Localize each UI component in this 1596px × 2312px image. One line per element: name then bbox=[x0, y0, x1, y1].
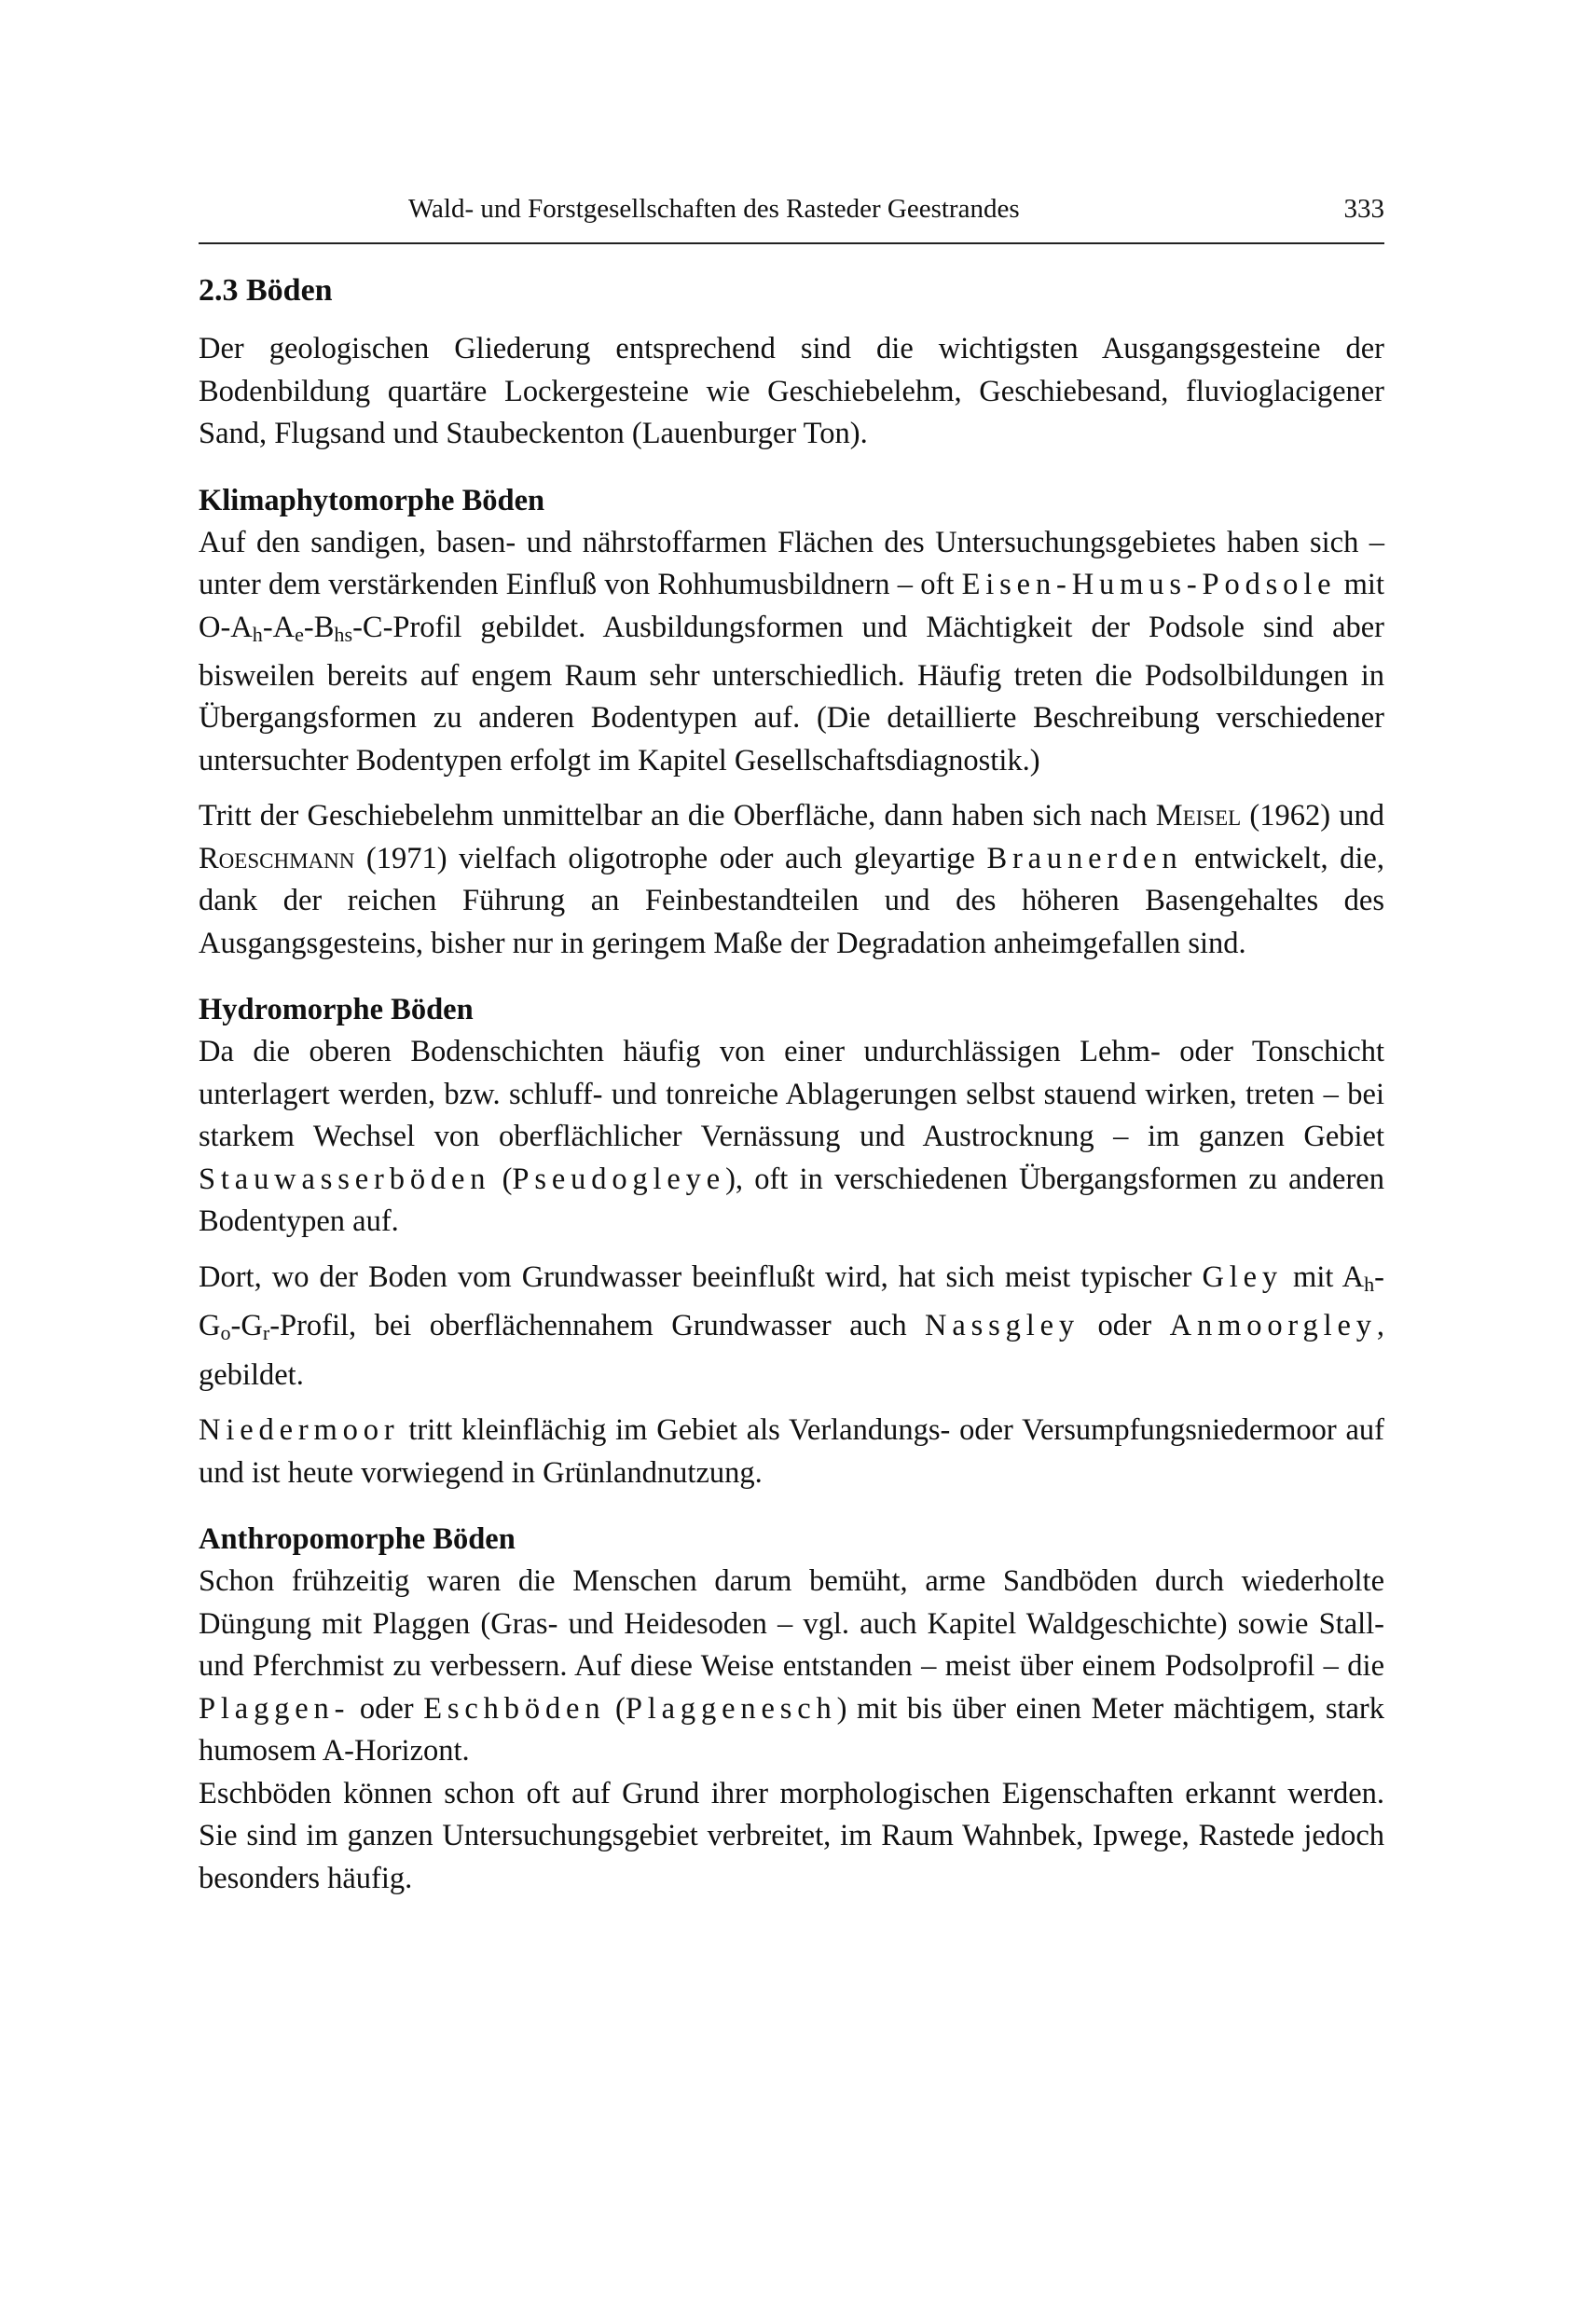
paragraph-plaggenesch: Schon frühzeitig waren die Menschen darum bemüht, arme Sandböden durch wiederholte Düngung mit Plaggen (Gras- und Heidesoden – vgl. auch Kapitel Waldgeschichte) sowie Stall- und Pferchmist zu verbessern. Auf diese Weise entstanden – meist über einem Podsolprofil – die Plaggen- oder Eschböden (Plaggenesch) mit bis über einen Meter mächtigem, stark humosem A-Horizont. bbox=[199, 1564, 1385, 1768]
term-niedermoor: Niedermoor bbox=[199, 1413, 400, 1448]
paragraph-gley: Dort, wo der Boden vom Grundwasser beeinflußt wird, hat sich meist typischer Gley mit Ah-Go-Gr-Profil, bei oberflächennahem Grundwasser auch Nassgley oder Anmoorgley, gebildet. bbox=[199, 1259, 1384, 1392]
page-number: 333 bbox=[1343, 194, 1384, 224]
paragraph-stauwasserboeden: Da die oberen Bodenschichten häufig von einer undurchlässigen Lehm- oder Tonschicht unterlagert werden, bzw. schluff- und tonreiche Ablagerungen selbst stauend wirken, treten – bei starkem Wechsel von oberflächlicher Vernässung und Austrocknung – im ganzen Gebiet Stauwasserböden (Pseudogleye), oft in verschiedenen Übergangsformen zu anderen Bodentypen auf. bbox=[199, 1035, 1384, 1239]
running-header bbox=[199, 185, 1384, 244]
paragraph-podsole: Auf den sandigen, basen- und nährstoffarmen Flächen des Untersuchungsgebietes haben sich – unter dem verstärkenden Einfluß von Rohhumusbildnern – oft Eisen-Humus-Podsole mit O-Ah-Ae-Bhs-C-Profil gebildet. Ausbildungsformen und Mächtigkeit der Podsole sind aber bisweilen bereits auf engem Raum sehr unterschiedlich. Häufig treten die Podsolbildungen in Übergangsformen zu anderen Bodentypen auf. (Die detaillierte Beschreibung verschiedener untersuchter Bodentypen erfolgt im Kapitel Gesellschaftsdiagnostik.) bbox=[199, 525, 1384, 778]
heading-klimaphytomorphe: Klimaphytomorphe Böden bbox=[199, 483, 545, 517]
author-meisel: Meisel bbox=[1155, 799, 1242, 833]
heading-hydromorphe: Hydromorphe Böden bbox=[199, 993, 474, 1027]
term-plaggenesch: Plaggenesch bbox=[625, 1691, 837, 1726]
term-eisen-humus-podsole: Eisen-Humus-Podsole bbox=[961, 568, 1337, 601]
author-roeschmann: Roeschmann bbox=[199, 841, 355, 875]
heading-anthropomorphe: Anthropomorphe Böden bbox=[199, 1522, 516, 1557]
term-nassgley: Nassgley bbox=[925, 1309, 1080, 1343]
paragraph-braunerden: Tritt der Geschiebelehm unmittelbar an die Oberfläche, dann haben sich nach Meisel (1962) und Roeschmann (1971) vielfach oligotrophe oder auch gleyartige Braunerden entwickelt, die, dank der reichen Führung an Feinbestandteilen und des höheren Basengehaltes des Ausgangsgesteins, bisher nur in geringem Maße der Degradation anheimgefallen sind. bbox=[199, 799, 1384, 960]
paragraph-eschboeden: Eschböden können schon oft auf Grund ihrer morphologischen Eigenschaften erkannt werden. Sie sind im ganzen Untersuchungsgebiet verbreitet, im Raum Wahnbek, Ipwege, Rastede jedoch besonders häufig. bbox=[199, 1776, 1384, 1895]
paragraph-niedermoor: Niedermoor tritt kleinflächig im Gebiet als Verlandungs- oder Versumpfungsniedermoor auf und ist heute vorwiegend in Grünlandnutzung. bbox=[199, 1413, 1384, 1490]
term-braunerden: Braunerden bbox=[986, 841, 1183, 875]
term-plaggen: Plaggen- bbox=[199, 1691, 351, 1726]
body-text bbox=[199, 270, 1384, 1913]
term-eschboeden: Eschböden bbox=[423, 1691, 606, 1726]
term-stauwasserboeden: Stauwasserböden bbox=[199, 1162, 491, 1196]
running-title: Wald- und Forstgesellschaften des Rasteder Geestrandes bbox=[408, 194, 1020, 224]
term-anmoorgley: Anmoorgley bbox=[1169, 1309, 1377, 1343]
term-pseudogleye: Pseudogleye bbox=[512, 1162, 726, 1196]
intro-paragraph: Der geologischen Gliederung entsprechend sind die wichtigsten Ausgangsgesteine der Bodenbildung quartäre Lockergesteine wie Geschiebelehm, Geschiebesand, fluvioglacigener Sand, Flugsand und Staubeckenton (Lauenburger Ton). bbox=[199, 332, 1384, 450]
term-gley: Gley bbox=[1202, 1259, 1284, 1294]
section-heading: 2.3 Böden bbox=[199, 273, 333, 308]
